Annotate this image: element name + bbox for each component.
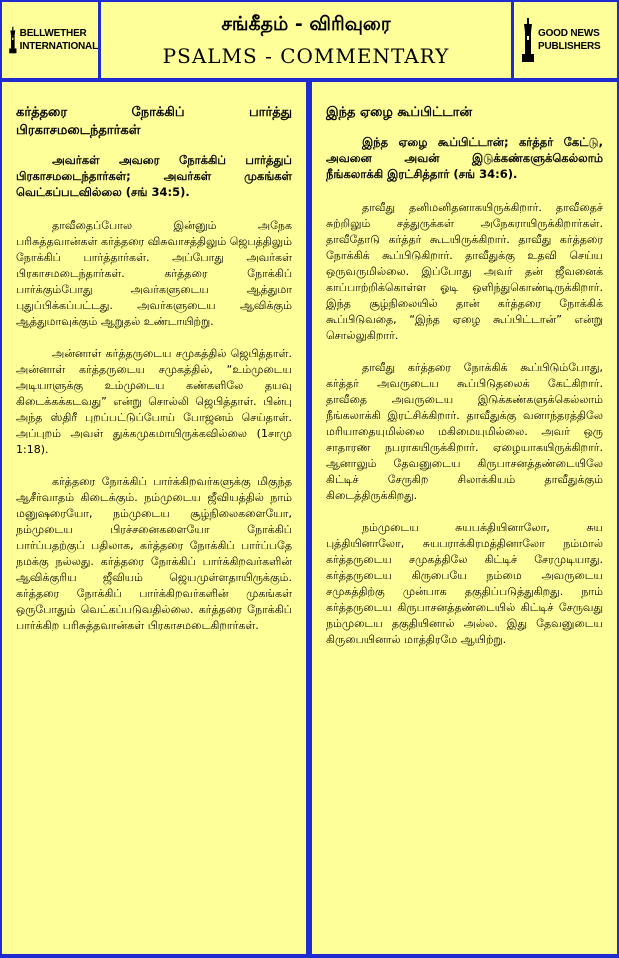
left-verse bbox=[16, 152, 292, 200]
right-paragraph-2 bbox=[326, 360, 603, 504]
right-column bbox=[312, 82, 617, 954]
paragraph-text: தாவீது கர்த்தரை நோக்கிக் கூப்பிடும்போது, கர்த்தர் அவருடைய கூப்பிடுதலைக் கேட்கிறார். தாவீதை அவருடைய இடுக்கண்களுக்கெல்லாம் நீங்கலாக்கி இரட்சிக்கிறார். தாவீதுக்கு வனாந்தரத்திலே மரியாதையுமில்லை மகிமையுமில்லை. அவர் ஒரு சாதாரண நபராகயிருக்கிறார். ஏழையாகயிருக்கிறார். ஆனாலும் தேவனுடைய கிருபாசனத்தண்டையிலே கிட்டிச் சேருகிற சிலாக்கியம் தாவீதுக்கும் கிடைத்திருக்கிறது. bbox=[326, 361, 603, 502]
right-verse-text: இந்த ஏழை கூப்பிட்டான்; கர்த்தர் கேட்டு, அவனை அவன் இடுக்கண்களுக்கெல்லாம் நீங்கலாக்கி இரட்சித்தார் (சங் 34:6). bbox=[326, 135, 603, 181]
left-verse-text: அவர்கள் அவரை நோக்கிப் பார்த்துப் பிரகாசமடைந்தார்கள்; அவர்கள் முகங்கள் வெட்கப்படவில்லை (சங் 34:5). bbox=[16, 153, 292, 199]
paragraph-text: கர்த்தரை நோக்கிப் பார்க்கிறவர்களுக்கு மிகுந்த ஆசீர்வாதம் கிடைக்கும். நம்முடைய ஜீவியத்தில் நாம் மனுஷரையோ, நம்முடைய சூழ்நிலைகளையோ, நம்முடைய பிரச்சனைகளையோ நோக்கிப் பார்ப்பதற்குப் பதிலாக, கர்த்தரை நோக்கிப் பார்ப்பதே நமக்கு நல்லது. கர்த்தரை நோக்கிப் பார்க்கிறவர்களின் ஆவிக்குரிய ஜீவியம் ஜெயமுள்ளதாயிருக்கும். கர்த்தரை நோக்கிப் பார்க்கிறவர்களின் முகங்கள் ஒருபோதும் வெட்கப்படுவதில்லை. கர்த்தரை நோக்கிப் பார்க்கிற பரிசுத்தவான்கள் பிரகாசமடைகிறார்கள். bbox=[16, 475, 292, 632]
column-divider bbox=[307, 82, 311, 954]
right-verse bbox=[326, 134, 603, 182]
left-paragraph-2 bbox=[16, 346, 292, 458]
paragraph-text: அன்னாள் கர்த்தருடைய சமுகத்தில் ஜெபித்தாள். அன்னாள் கர்த்தருடைய சமுகத்தில், “உம்முடைய அடியாளுக்கு உம்முடைய கண்களிலே தயவு கிடைக்கக்கடவது” என்று சொல்லி ஜெபித்தாள். பின்பு அந்த ஸ்திரீ புறப்பட்டுப்போய் போஜனம் செய்தாள். அப்புறம் அவள் துக்கமுகமாயிருக்கவில்லை (1சாமு 1:18). bbox=[16, 347, 292, 456]
paragraph-text: தாவீதைப்போல இன்னும் அநேக பரிசுத்தவான்கள் கர்த்தரை விசுவாசத்திலும் ஜெபத்திலும் நோக்கிப் பார்த்தார்கள். அப்போது அவர்கள் பிரகாசமடைந்தார்கள். கர்த்தரை நோக்கிப் பார்க்கும்போது அவர்களுடைய ஆத்துமா புதுப்பிக்கப்பட்டது. அவர்களுடைய ஆவிக்கும் ஆத்துமாவுக்கும் ஆறுதல் உண்டாயிற்று. bbox=[16, 219, 292, 328]
logo-right-line2: PUBLISHERS bbox=[538, 41, 601, 52]
tower-icon bbox=[8, 18, 18, 62]
title-english: PSALMS - COMMENTARY bbox=[162, 44, 450, 68]
title-tamil: சங்கீதம் - விரிவுரை bbox=[221, 13, 391, 35]
left-paragraph-3 bbox=[16, 474, 292, 634]
logo-right-line1: GOOD NEWS bbox=[538, 28, 600, 39]
header-title bbox=[101, 2, 511, 78]
tower-icon bbox=[520, 18, 536, 62]
paragraph-text: நம்முடைய சுயபக்தியினாலோ, சுய புத்தியினாலோ, சுயபராக்கிரமத்தினாலோ நம்மால் கர்த்தருடைய சமுகத்திலே கிட்டிச் சேரமுடியாது. கர்த்தருடைய கிருபையே நம்மை அவருடைய சமுகத்திற்கு முன்பாக தகுதிப்படுத்துகிறது. நாம் கர்த்தருடைய கிருபாசனத்தண்டையில் கிட்டிச் சேருவது நம்முடைய தகுதியினால் அல்ல. இது தேவனுடைய கிருபையினால் மாத்திரமே ஆயிற்று. bbox=[326, 521, 603, 646]
left-paragraph-1 bbox=[16, 218, 292, 330]
logo-left-line1: BELLWETHER bbox=[19, 28, 87, 39]
right-heading: இந்த ஏழை கூப்பிட்டான் bbox=[326, 105, 473, 120]
right-paragraph-1 bbox=[326, 200, 603, 344]
logo-left-line2: INTERNATIONAL bbox=[19, 41, 98, 52]
paragraph-text: தாவீது தனிமனிதனாகயிருக்கிறார். தாவீதைச் சுற்றிலும் சத்துருக்கள் அநேகராயிருக்கிறார்கள். தாவீதோடு கர்த்தர் கூடயிருக்கிறார். தாவீது கர்த்தரை நோக்கிக் கூப்பிடுகிறார். தாவீதுக்கு உதவி செய்ய ஒருவருமில்லை. இப்போது அவர் தன் ஜீவனைக் காப்பாற்றிக்கொள்ள ஓடி ஒளிந்துகொண்டிருக்கிறார். இந்த சூழ்நிலையில் தான் கர்த்தரை நோக்கிக் கூப்பிடுவதை, “இந்த ஏழை கூப்பிட்டான்” என்று சொல்லுகிறார். bbox=[326, 201, 603, 342]
good-news-logo bbox=[514, 2, 617, 78]
left-column bbox=[2, 82, 306, 954]
bellwether-logo bbox=[2, 2, 98, 78]
left-heading: கர்த்தரை நோக்கிப் பார்த்து பிரகாசமடைந்தார்கள் bbox=[16, 105, 292, 138]
right-paragraph-3 bbox=[326, 520, 603, 648]
